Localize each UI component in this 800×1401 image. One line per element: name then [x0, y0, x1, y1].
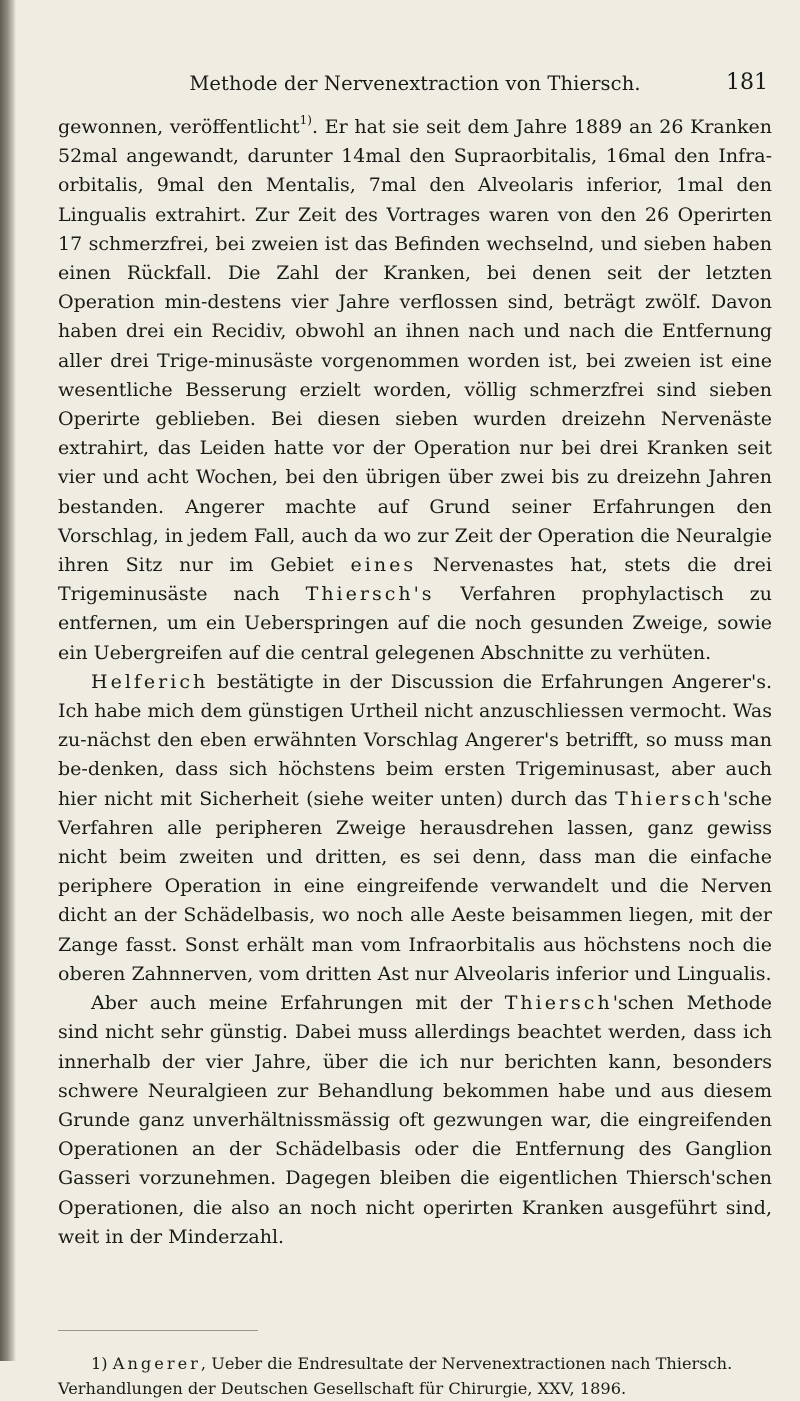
text-run: 'sche Verfahren alle peripheren Zweige herausdrehen lassen, ganz gewiss nicht beim zweiten und dritten, es sei denn, dass man die einfache periphere Operation in eine eingreifende verwandelt und die Nerven dicht an der Schädelbasis, wo noch alle Aeste beisammen liegen, mit der Zange fasst. Sonst erhält man vom Infraorbitalis aus höchstens noch die oberen Zahnnerven, vom dritten Ast nur Alveolaris inferior und Lingualis. [58, 788, 772, 985]
footnote-marker: 1) [91, 1354, 108, 1373]
text-run: 'schen Methode sind nicht sehr günstig. Dabei muss allerdings beachtet werden, dass ich innerhalb der vier Jahre, über die ich nur berichten kann, besonders schwere Neuralgieen zur Behandlung bekommen habe und aus diesem Grunde ganz unverhältnissmässig oft gezwungen war, die eingreifenden Operationen an der Schädelbasis oder die Entfernung des Ganglion Gasseri vorzunehmen. Dagegen bleiben die eigentlichen Thiersch'schen Operationen, die also an noch nicht operirten Kranken ausgeführt sind, weit in der Minderzahl. [58, 992, 772, 1248]
footnote-text: , Ueber die Endresultate der Nervenextractionen nach Thiersch. [201, 1354, 732, 1373]
person-name-spaced: Thiersch [505, 992, 613, 1014]
paragraph-1 [58, 113, 772, 668]
book-spine-shadow [0, 0, 16, 1361]
emphasis-spaced: eines [351, 554, 417, 576]
footnote-line-1 [58, 1352, 772, 1377]
paragraph-2 [58, 668, 772, 989]
footnote-divider [58, 1330, 258, 1331]
text-run: bestätigte in der Discussion die Erfahrungen Angerer's. Ich habe mich dem günstigen Urtheil nicht anzuschliessen vermocht. Was zu-nächst den eben erwähnten Vorschlag Angerer's betrifft, so muss man be-denken, dass sich höchstens beim ersten Trigeminusast, aber auch hier nicht mit Sicherheit (siehe weiter unten) durch das [58, 671, 772, 810]
running-title: Methode der Nervenextraction von Thiersch. [58, 72, 772, 95]
text-run: gewonnen, veröffentlicht [58, 116, 300, 138]
person-name-spaced: Thiersch's [306, 583, 435, 605]
paragraph-3 [58, 989, 772, 1252]
text-run: . Er hat sie seit dem Jahre 1889 an 26 Kranken 52mal angewandt, darunter 14mal den Supraorbitalis, 16mal den Infra-orbitalis, 9mal den Mentalis, 7mal den Alveolaris inferior, 1mal den Lingualis extrahirt. Zur Zeit des Vortrages waren von den 26 Operirten 17 schmerzfrei, bei zweien ist das Befinden wechselnd, und sieben haben einen Rückfall. Die Zahl der Kranken, bei denen seit der letzten Operation min-destens vier Jahre verflossen sind, beträgt zwölf. Davon haben drei ein Recidiv, obwohl an ihnen nach und nach die Entfernung aller drei Trige-minusäste vorgenommen worden ist, bei zweien ist eine wesentliche Besserung erzielt worden, völlig schmerzfrei sind sieben Operirte geblieben. Bei diesen sieben wurden dreizehn Nervenäste extrahirt, das Leiden hatte vor der Operation nur bei drei Kranken seit vier und acht Wochen, bei den übrigen über zwei bis zu dreizehn Jahren bestanden. Angerer machte auf Grund seiner Erfahrungen den Vorschlag, in jedem Fall, auch da wo zur Zeit der Operation die Neuralgie ihren Sitz nur im Gebiet [58, 116, 772, 576]
page-header [58, 72, 772, 100]
person-name-spaced: Thiersch [615, 788, 723, 810]
text-run: Nervenastes hat, stets die drei Trigeminusäste nach [58, 554, 772, 605]
footnote-author: Angerer [113, 1354, 201, 1373]
text-run: Verfahren prophylactisch zu entfernen, um ein Ueberspringen auf die noch gesunden Zweige, sowie ein Uebergreifen auf die central gelegenen Abschnitte zu verhüten. [58, 583, 772, 663]
page-number: 181 [726, 70, 768, 95]
footnote-reference: 1) [300, 113, 312, 127]
person-name-spaced: Helferich [91, 671, 208, 693]
body-text [58, 113, 772, 1252]
footnote [58, 1352, 772, 1401]
footnote-line-2: Verhandlungen der Deutschen Gesellschaft für Chirurgie, XXV, 1896. [58, 1377, 772, 1401]
book-page [58, 0, 772, 1361]
text-run: Aber auch meine Erfahrungen mit der [91, 992, 505, 1014]
